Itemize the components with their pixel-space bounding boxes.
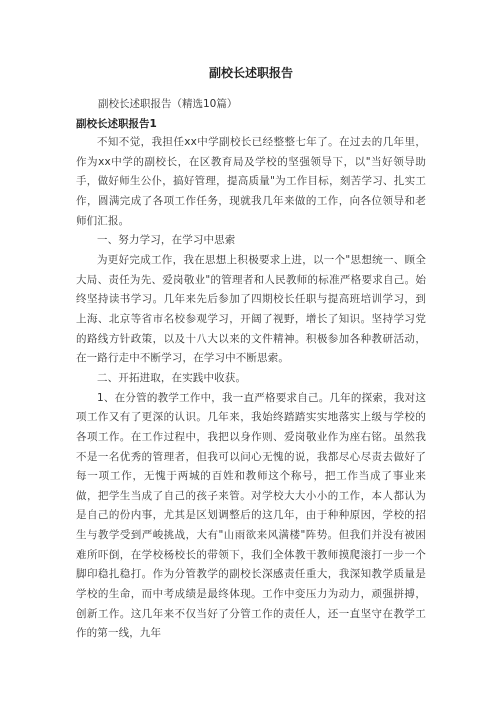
document-body — [76, 133, 426, 644]
document-subtitle: 副校长述职报告（精选10篇） — [98, 98, 238, 110]
paragraph-heading-2: 二、开拓进取，在实践中收获。 — [97, 371, 247, 384]
paragraph-intro: 不知不觉，我担任xx中学副校长已经整整七年了。在过去的几年里，作为xx中学的副校长，在区教育局及学校的坚强领导下，以"当好领导助手，做好师生公仆，搞好管理，提高质量"为工作目标，刻苦学习、扎实工作，圆满完成了各项工作任务，现就我几年来做的工作，向各位领导和老师们汇报。 — [76, 136, 426, 227]
section-heading: 副校长述职报告1 — [76, 118, 157, 130]
paragraph-teaching: 1、在分管的教学工作中，我一直严格要求自己。几年的探索，我对这项工作又有了更深的认识。几年来，我始终踏踏实实地落实上级与学校的各项工作。在工作过程中，我把以身作则、爱岗敬业作为座右铭。虽然我不是一名优秀的管理者，但我可以问心无愧的说，我都尽心尽责去做好了每一项工作，无愧于两城的百姓和教师这个称号，把工作当成了事业来做，把学生当成了自己的孩子来管。对学校大大小小的工作，本人都认为是自己的份内事，尤其是区划调整后的这几年，由于种种原因，学校的招生与教学受到严峻挑战，大有"山雨欲来风满楼"阵势。但我们并没有被困难所吓倒，在学校杨校长的带领下，我们全体教干教师摸爬滚打一步一个脚印稳扎稳打。作为分管教学的副校长深感责任重大，我深知教学质量是学校的生命，而中考成绩是最终体现。工作中变压力为动力，顽强拼搏，创新工作。这几年来不仅当好了分管工作的责任人，还一直坚守在教学工作的第一线，九年 — [76, 391, 426, 640]
paragraph-heading-1: 一、努力学习，在学习中思索 — [97, 234, 236, 247]
paragraph-study: 为更好完成工作，我在思想上积极要求上进，以一个"思想统一、顾全大局、责任为先、爱岗敬业"的管理者和人民教师的标准严格要求自己。始终坚持读书学习。几年来先后参加了四期校长任职与提高班培训学习，到上海、北京等省市名校参观学习，开阔了视野，增长了知识。坚持学习党的路线方针政策，以及十八大以来的文件精神。积极参加各种教研活动，在一路行走中不断学习，在学习中不断思索。 — [76, 253, 426, 365]
document-title: 副校长述职报告 — [208, 66, 293, 80]
